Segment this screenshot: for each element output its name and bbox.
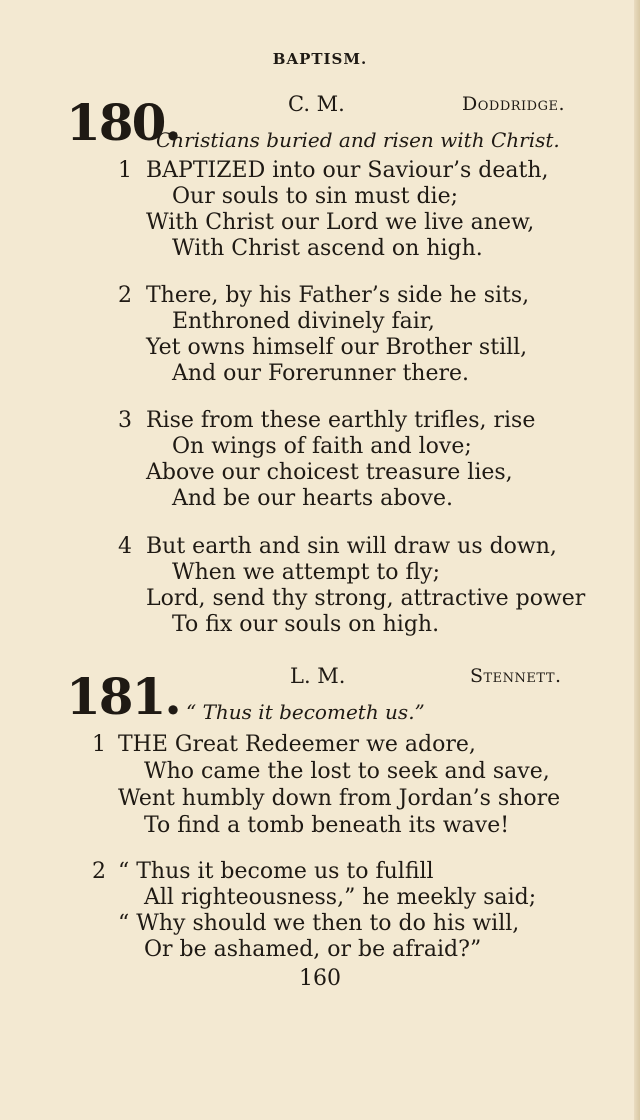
verse-line: To find a tomb beneath its wave!: [144, 813, 510, 838]
page-number: 160: [299, 966, 341, 991]
verse-line: Went humbly down from Jordan’s shore: [118, 786, 561, 811]
verse-line: “ Thus it become us to fulfill: [118, 859, 434, 884]
verse-number: 2: [118, 283, 132, 308]
hymn-author: Stennett.: [470, 665, 562, 687]
verse-line: BAPTIZED into our Saviour’s death,: [146, 158, 549, 183]
verse-line: Lord, send thy strong, attractive power: [146, 586, 586, 611]
verse-line: When we attempt to fly;: [172, 560, 440, 585]
hymn-number: 180.: [66, 93, 180, 152]
verse-line: But earth and sin will draw us down,: [146, 534, 557, 559]
verse-number: 2: [92, 859, 106, 884]
verse-number: 1: [118, 158, 132, 183]
hymn-meter: L. M.: [290, 664, 346, 688]
hymn-author: Doddridge.: [462, 93, 565, 115]
hymn-subtitle: “ Thus it becometh us.”: [186, 700, 425, 724]
verse-line: And our Forerunner there.: [172, 361, 470, 386]
verse-number: 3: [118, 408, 132, 433]
hymn-meter: C. M.: [288, 92, 345, 116]
verse-line: With Christ ascend on high.: [172, 236, 483, 261]
verse-line: Above our choicest treasure lies,: [146, 460, 513, 485]
verse-line: All righteousness,” he meekly said;: [144, 885, 537, 910]
page-edge: [634, 0, 640, 1120]
verse-line: With Christ our Lord we live anew,: [146, 210, 535, 235]
verse-line: On wings of faith and love;: [172, 434, 472, 459]
verse-number: 4: [118, 534, 132, 559]
verse-line: Or be ashamed, or be afraid?”: [144, 937, 482, 962]
verse-line: There, by his Father’s side he sits,: [146, 283, 530, 308]
verse-line: THE Great Redeemer we adore,: [118, 732, 476, 757]
running-head: BAPTISM.: [272, 50, 368, 68]
verse-line: Who came the lost to seek and save,: [144, 759, 550, 784]
verse-line: And be our hearts above.: [172, 486, 453, 511]
hymn-number: 181.: [66, 667, 180, 726]
verse-line: Yet owns himself our Brother still,: [146, 335, 528, 360]
verse-line: “ Why should we then to do his will,: [118, 911, 520, 936]
verse-line: Enthroned divinely fair,: [172, 309, 435, 334]
hymn-subtitle: Christians buried and risen with Christ.: [156, 128, 560, 152]
verse-line: Our souls to sin must die;: [172, 184, 459, 209]
verse-line: To fix our souls on high.: [172, 612, 440, 637]
verse-number: 1: [92, 732, 106, 757]
verse-line: Rise from these earthly trifles, rise: [146, 408, 536, 433]
